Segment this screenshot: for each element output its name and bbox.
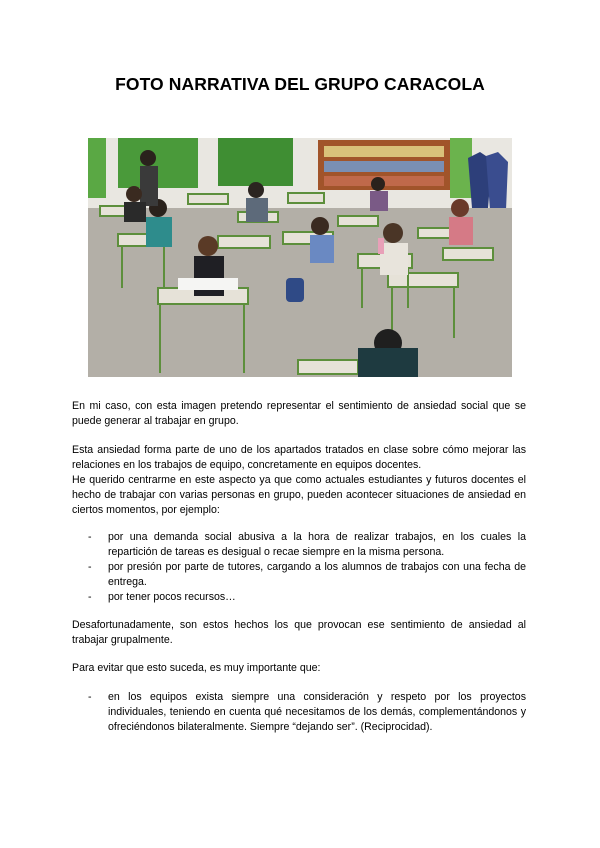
list-item: - por una demanda social abusiva a la hora de realizar trabajos, en los cuales la repartición de tareas es desigual o recae siempre en la misma persona. [88, 531, 526, 558]
classroom-photo [88, 138, 512, 377]
green-cabinet [218, 138, 293, 186]
classroom-photo-drawing [88, 138, 512, 377]
list-item: - en los equipos exista siempre una consideración y respeto por los proyectos individuales, teniendo en cuenta qué necesitamos de los demás, complementándonos y ofreciéndonos bilateralmente. Siempre “dejando ser”. (Reciprocidad). [88, 691, 526, 733]
paragraph-consequence: Desafortunadamente, son estos hechos los que provocan ese sentimiento de ansiedad al trabajar grupalmente. [72, 619, 526, 646]
backpack [286, 278, 304, 302]
bottle [378, 238, 384, 254]
desk [288, 193, 324, 203]
paragraph-intro: En mi caso, con esta imagen pretendo representar el sentimiento de ansiedad social que se puede generar al trabajar en grupo. [72, 400, 526, 427]
books-row [324, 161, 444, 172]
green-door [88, 138, 106, 198]
page-title: FOTO NARRATIVA DEL GRUPO CARACOLA [115, 74, 485, 94]
desk [443, 248, 493, 260]
desk [298, 360, 358, 374]
green-panel [450, 138, 472, 198]
notebook [178, 278, 238, 290]
list-item: - por tener pocos recursos… [88, 591, 236, 603]
paragraph-context [72, 443, 526, 518]
desk [338, 216, 378, 226]
desk [188, 194, 228, 204]
paragraph-context-a: Esta ansiedad forma parte de uno de los apartados tratados en clase sobre cómo mejorar las relaciones en los trabajos de equipo, concretamente en equipos docentes. [72, 444, 526, 471]
list-item: - por presión por parte de tutores, cargando a los alumnos de trabajos con una fecha de entrega. [88, 561, 526, 588]
prevention-list [88, 690, 526, 735]
paragraph-context-b: He querido centrarme en este aspecto ya que como actuales estudiantes y futuros docentes el hecho de trabajar con varias personas en grupo, pueden acontecer situaciones de ansiedad en ciertos momentos, por ejemplo: [72, 474, 526, 516]
paragraph-prevention: Para evitar que esto suceda, es muy importante que: [72, 662, 321, 674]
desk [218, 236, 270, 248]
books-row [324, 146, 444, 157]
desk [388, 273, 458, 287]
anxiety-causes-list [88, 530, 526, 605]
